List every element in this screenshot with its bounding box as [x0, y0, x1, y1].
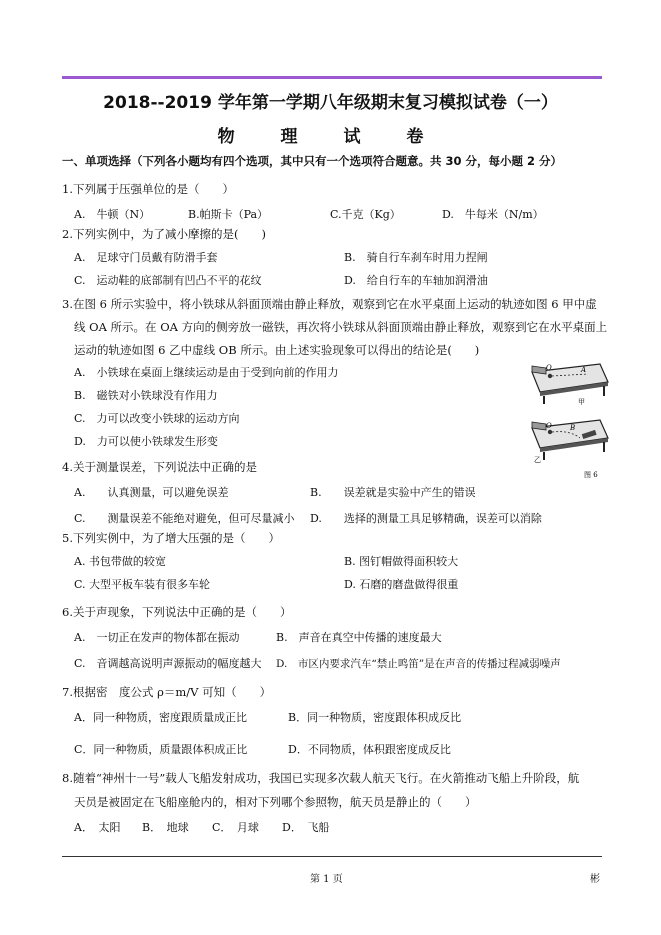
- page-number: 第 1 页: [310, 874, 343, 885]
- q2-option-c: C. 运动鞋的底部制有凹凸不平的花纹: [74, 274, 262, 287]
- question-3-stem-line-1: 3.在图 6 所示实验中，将小铁球从斜面顶端由静止释放，观察到它在水平桌面上运动的轨迹如图 6 甲中虚: [62, 297, 597, 311]
- q3-option-a: A. 小铁球在桌面上继续运动是由于受到向前的作用力: [74, 366, 339, 379]
- question-6-stem: 6.关于声现象，下列说法中正确的是（ ）: [62, 605, 292, 619]
- section-heading: 一、单项选择（下列各小题均有四个选项，其中只有一个选项符合题意。共 30 分，每小题 2 分）: [62, 154, 563, 168]
- point-a-label: A: [581, 366, 587, 374]
- q4-option-c: C. 测量误差不能绝对避免，但可尽量减小: [74, 512, 295, 525]
- question-8-stem-line-2: 天员是被固定在飞船座舱内的，相对下列哪个参照物，航天员是静止的（ ）: [74, 795, 477, 809]
- table-jia: [532, 364, 608, 404]
- top-rule: [62, 76, 602, 79]
- q8-option-d: D． 飞船: [282, 821, 330, 834]
- label-yi: 乙: [534, 456, 541, 464]
- q2-option-d: D. 给自行车的车轴加润滑油: [344, 274, 488, 287]
- q4-option-d: D. 选择的测量工具足够精确，误差可以消除: [310, 512, 542, 525]
- q6-option-b: B. 声音在真空中传播的速度最大: [276, 631, 442, 644]
- q1-option-c: C.千克（Kg）: [330, 208, 401, 221]
- point-o-label-jia: O: [546, 364, 552, 372]
- figure-6-illustration: [526, 344, 610, 480]
- q6-option-a: A. 一切正在发声的物体都在振动: [74, 631, 240, 644]
- question-5-stem: 5.下列实例中，为了增大压强的是（ ）: [62, 531, 280, 545]
- question-4-stem: 4.关于测量误差，下列说法中正确的是: [62, 460, 257, 474]
- q7-option-a: A．同一种物质，密度跟质量成正比: [74, 711, 247, 724]
- exam-subtitle: 物 理 试 卷: [217, 127, 444, 147]
- bottom-rule: [62, 856, 602, 857]
- q5-option-c: C. 大型平板车装有很多车轮: [74, 578, 211, 591]
- q7-option-d: D．不同物质，体积跟密度成反比: [288, 743, 451, 756]
- q2-option-b: B. 骑自行车刹车时用力捏闸: [344, 251, 488, 264]
- q1-option-a: A. 牛顿（N）: [74, 208, 151, 221]
- q5-option-b: B. 图钉帽做得面积较大: [344, 555, 459, 568]
- q8-option-a: A． 太阳: [74, 821, 121, 834]
- footer-mark: 彬: [590, 874, 600, 885]
- figure-caption: 图 6: [584, 471, 598, 479]
- question-3-stem-line-3: 运动的轨迹如图 6 乙中虚线 OB 所示。由上述实验现象可以得出的结论是( ): [74, 343, 480, 357]
- question-2-stem: 2.下列实例中，为了减小摩擦的是( ): [62, 227, 266, 241]
- question-1-stem: 1.下列属于压强单位的是（ ）: [62, 182, 234, 196]
- exam-title: 2018--2019 学年第一学期八年级期末复习模拟试卷（一）: [103, 93, 558, 113]
- q7-option-c: C．同一种物质，质量跟体积成正比: [74, 743, 248, 756]
- q1-option-d: D. 牛每米（N/m）: [442, 208, 544, 221]
- q5-option-a: A. 书包带做的较宽: [74, 555, 166, 568]
- point-b-label: B: [570, 424, 576, 432]
- question-3-stem-line-2: 线 OA 所示。在 OA 方向的侧旁放一磁铁，再次将小铁球从斜面顶端由静止释放，观察到它在水平桌面上: [74, 320, 608, 334]
- q3-option-d: D. 力可以使小铁球发生形变: [74, 435, 218, 448]
- q8-option-b: B． 地球: [142, 821, 189, 834]
- q8-option-c: C． 月球: [212, 821, 259, 834]
- label-jia: 甲: [578, 398, 585, 406]
- q3-option-c: C. 力可以改变小铁球的运动方向: [74, 412, 240, 425]
- q2-option-a: A. 足球守门员戴有防滑手套: [74, 251, 218, 264]
- q3-option-b: B. 磁铁对小铁球没有作用力: [74, 389, 218, 402]
- point-o-label-yi: O: [546, 422, 552, 430]
- q5-option-d: D. 石磨的磨盘做得很重: [344, 578, 459, 591]
- q6-option-d: D. 市区内要求汽车“禁止鸣笛”是在声音的传播过程减弱噪声: [276, 658, 561, 670]
- q4-option-b: B. 误差就是实验中产生的错误: [310, 486, 476, 499]
- question-8-stem-line-1: 8.随着“神州十一号”载人飞船发射成功，我国已实现多次载人航天飞行。在火箭推动飞船上升阶段，航: [62, 771, 580, 785]
- q1-option-b: B.帕斯卡（Pa）: [188, 208, 269, 221]
- q6-option-c: C. 音调越高说明声源振动的幅度越大: [74, 657, 262, 670]
- question-7-stem: 7.根据密 度公式 ρ＝m/V 可知（ ）: [62, 685, 272, 699]
- q4-option-a: A. 认真测量，可以避免误差: [74, 486, 229, 499]
- q7-option-b: B．同一种物质，密度跟体积成反比: [288, 711, 462, 724]
